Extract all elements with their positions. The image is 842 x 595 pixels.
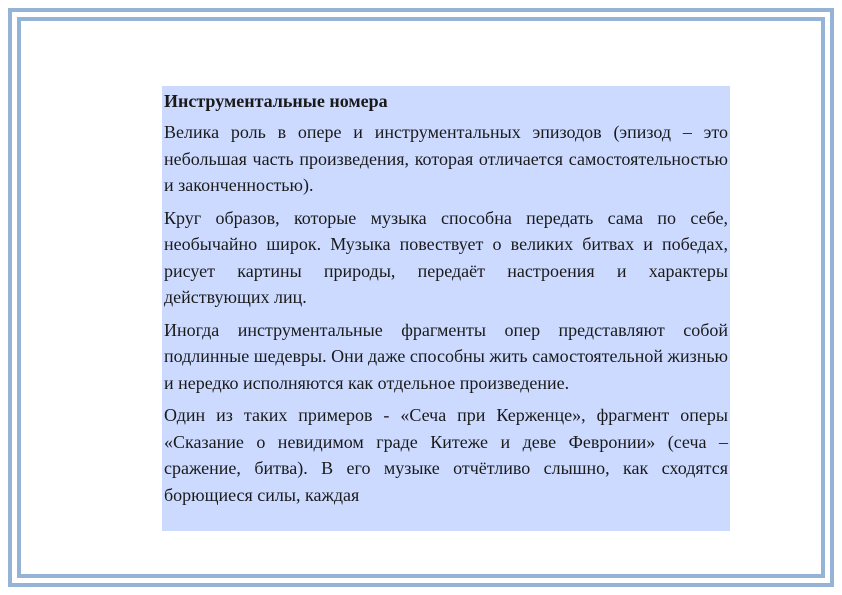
paragraph-range-of-images: Круг образов, которые музыка способна передать сама по себе, необычайно широк. Музыка повествует о великих битвах и победах, рисует картины природы, передаёт настроения и характеры действующих лиц.: [164, 207, 728, 307]
paragraph-role-of-episodes: Велика роль в опере и инструментальных эпизодов (эпизод – это небольшая часть произведения, которая отличается самостоятельностью и законченностью).: [164, 122, 728, 195]
paragraph-masterpieces: Иногда инструментальные фрагменты опер представляют собой подлинные шедевры. Они даже способны жить самостоятельной жизнью и нередко исполняются как отдельное произведение.: [164, 319, 728, 393]
paragraph-example-battle: Один из таких примеров - «Сеча при Керженце», фрагмент оперы «Сказание о невидимом граде Китеже и деве Февронии» (сеча – сражение, битва). В его музыке отчётливо слышно, как сходятся борющиеся силы, каждая: [164, 405, 728, 505]
section-heading: Инструментальные номера: [164, 91, 388, 111]
text-box: [162, 86, 730, 531]
